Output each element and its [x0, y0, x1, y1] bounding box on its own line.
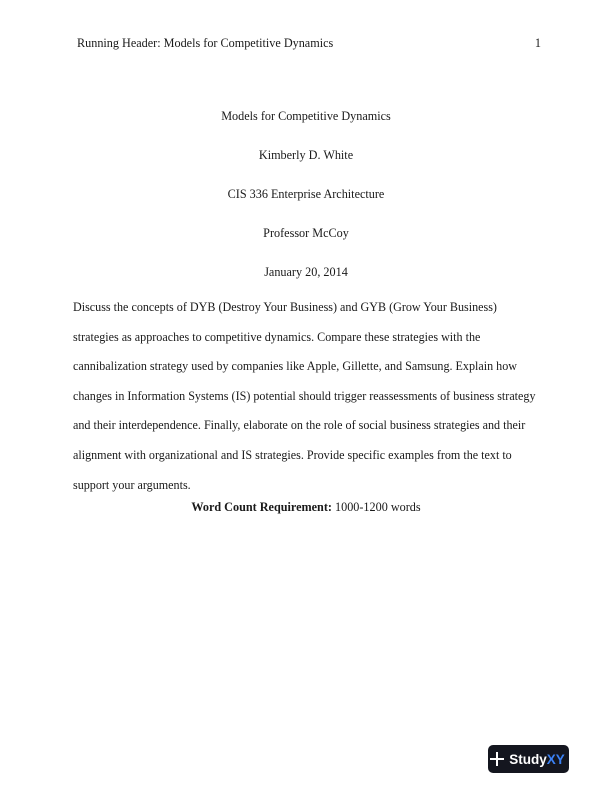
studyxy-badge[interactable]	[488, 745, 569, 773]
prompt-line: and their interdependence. Finally, elaborate on the role of social business strategies and their	[73, 418, 526, 433]
prompt-line: Discuss the concepts of DYB (Destroy Your Business) and GYB (Grow Your Business)	[73, 300, 497, 314]
document-title: Models for Competitive Dynamics	[221, 109, 391, 123]
running-header: Running Header: Models for Competitive Dynamics	[77, 36, 334, 50]
professor-name: Professor McCoy	[263, 226, 349, 240]
plus-icon	[490, 752, 504, 766]
title-block	[0, 108, 612, 303]
word-count-label: Word Count Requirement:	[191, 500, 332, 514]
brand-xy-text: XY	[546, 751, 565, 767]
document-date: January 20, 2014	[264, 265, 348, 279]
course-name: CIS 336 Enterprise Architecture	[227, 187, 385, 201]
word-count-requirement	[0, 500, 612, 515]
prompt-line: changes in Information Systems (IS) potential should trigger reassessments of business strategy	[73, 388, 536, 403]
brand-study-text: Study	[509, 751, 547, 767]
prompt-paragraph	[73, 293, 543, 500]
prompt-line: support your arguments.	[73, 477, 191, 492]
prompt-line: strategies as approaches to competitive dynamics. Compare these strategies with the	[73, 329, 481, 344]
prompt-line: cannibalization strategy used by companies like Apple, Gillette, and Samsung. Explain how	[73, 359, 518, 374]
prompt-line: alignment with organizational and IS strategies. Provide specific examples from the text to	[73, 447, 512, 462]
page-number: 1	[534, 36, 541, 50]
author-name: Kimberly D. White	[258, 148, 354, 162]
word-count-value: 1000-1200 words	[331, 500, 421, 514]
